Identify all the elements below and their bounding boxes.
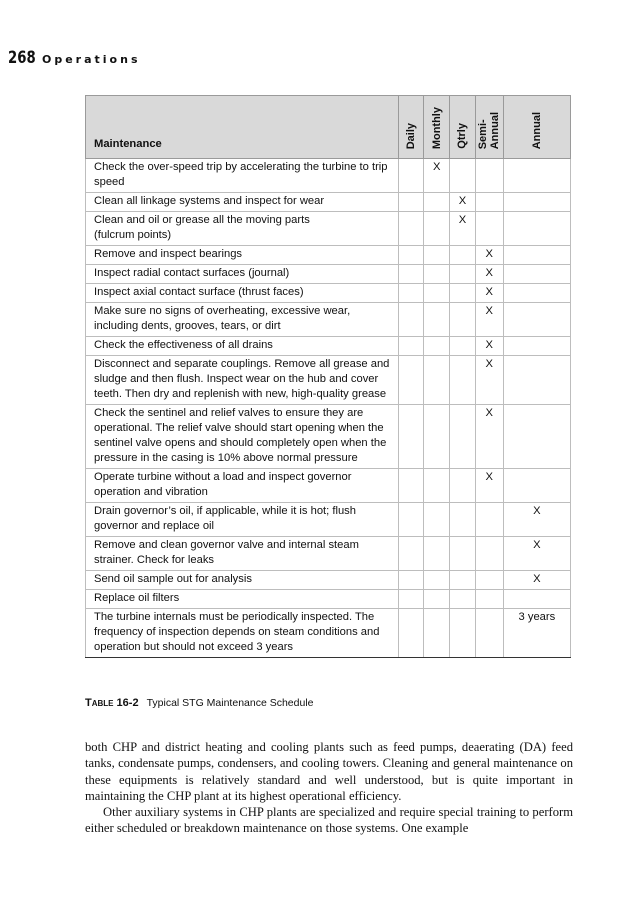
semi-mark-cell — [475, 212, 503, 246]
qtrly-mark-cell — [450, 503, 476, 537]
maintenance-schedule-table — [85, 95, 571, 658]
column-header-qtrly — [450, 96, 476, 159]
monthly-mark-cell — [424, 212, 450, 246]
running-header — [8, 48, 141, 72]
daily-mark-cell — [398, 212, 424, 246]
monthly-mark-cell — [424, 337, 450, 356]
monthly-mark-cell — [424, 405, 450, 469]
annual-mark-cell — [503, 212, 570, 246]
daily-mark-cell — [398, 284, 424, 303]
monthly-mark-cell — [424, 609, 450, 658]
table-row — [86, 590, 571, 609]
qtrly-mark-cell — [450, 303, 476, 337]
table-row — [86, 537, 571, 571]
semi-mark-cell — [475, 193, 503, 212]
annual-mark-cell — [503, 337, 570, 356]
table-row — [86, 356, 571, 405]
monthly-mark-cell — [424, 590, 450, 609]
caption-text: Typical STG Maintenance Schedule — [146, 697, 314, 709]
task-cell: Replace oil filters — [86, 590, 399, 609]
annual-mark-cell: X — [503, 503, 570, 537]
qtrly-mark-cell — [450, 265, 476, 284]
annual-mark-cell: 3 years — [503, 609, 570, 658]
qtrly-mark-cell — [450, 469, 476, 503]
table-row — [86, 303, 571, 337]
daily-mark-cell — [398, 469, 424, 503]
monthly-mark-cell — [424, 303, 450, 337]
column-header-maintenance: Maintenance — [86, 96, 399, 159]
semi-mark-cell: X — [475, 356, 503, 405]
semi-mark-cell — [475, 159, 503, 193]
semi-mark-cell: X — [475, 284, 503, 303]
caption-label: Table 16-2 — [85, 697, 139, 709]
qtrly-mark-cell — [450, 405, 476, 469]
daily-mark-cell — [398, 246, 424, 265]
annual-mark-cell — [503, 405, 570, 469]
task-cell: Check the sentinel and relief valves to ensure they are operational. The relief valve should start opening when the sentinel valve opens and should completely open when the pressure in the casing is 10% above normal pressure — [86, 405, 399, 469]
table-caption — [85, 697, 314, 709]
task-cell: The turbine internals must be periodically inspected. The frequency of inspection depends on steam conditions and operation but should not exceed 3 years — [86, 609, 399, 658]
daily-mark-cell — [398, 193, 424, 212]
column-header-qtrly-label: Qtrly — [456, 123, 469, 149]
annual-mark-cell — [503, 469, 570, 503]
column-header-daily-label: Daily — [404, 122, 417, 149]
task-cell: Check the over-speed trip by accelerating the turbine to trip speed — [86, 159, 399, 193]
table-body — [86, 159, 571, 658]
annual-mark-cell: X — [503, 537, 570, 571]
monthly-mark-cell — [424, 193, 450, 212]
daily-mark-cell — [398, 503, 424, 537]
semi-mark-cell: X — [475, 265, 503, 284]
task-cell: Check the effectiveness of all drains — [86, 337, 399, 356]
table-row — [86, 284, 571, 303]
table-row — [86, 159, 571, 193]
daily-mark-cell — [398, 590, 424, 609]
annual-mark-cell: X — [503, 571, 570, 590]
daily-mark-cell — [398, 571, 424, 590]
monthly-mark-cell — [424, 356, 450, 405]
daily-mark-cell — [398, 405, 424, 469]
body-paragraph: Other auxiliary systems in CHP plants are specialized and require special training to perform either scheduled or breakdown maintenance on those systems. One example — [85, 805, 573, 836]
qtrly-mark-cell — [450, 356, 476, 405]
annual-mark-cell — [503, 265, 570, 284]
column-header-annual-label: Annual — [530, 111, 543, 149]
table-row — [86, 246, 571, 265]
table-row — [86, 337, 571, 356]
qtrly-mark-cell — [450, 609, 476, 658]
task-cell: Clean and oil or grease all the moving parts (fulcrum points) — [86, 212, 399, 246]
semi-mark-cell — [475, 537, 503, 571]
annual-mark-cell — [503, 356, 570, 405]
monthly-mark-cell — [424, 265, 450, 284]
annual-mark-cell — [503, 159, 570, 193]
semi-mark-cell: X — [475, 303, 503, 337]
daily-mark-cell — [398, 609, 424, 658]
qtrly-mark-cell — [450, 590, 476, 609]
qtrly-mark-cell: X — [450, 193, 476, 212]
table-row — [86, 193, 571, 212]
monthly-mark-cell — [424, 246, 450, 265]
daily-mark-cell — [398, 356, 424, 405]
daily-mark-cell — [398, 159, 424, 193]
monthly-mark-cell — [424, 537, 450, 571]
column-header-monthly-label: Monthly — [430, 106, 443, 149]
monthly-mark-cell — [424, 503, 450, 537]
table-row — [86, 265, 571, 284]
column-header-semi-annual-label: Semi- Annual — [477, 111, 502, 149]
semi-mark-cell: X — [475, 469, 503, 503]
monthly-mark-cell — [424, 284, 450, 303]
task-cell: Operate turbine without a load and inspect governor operation and vibration — [86, 469, 399, 503]
qtrly-mark-cell — [450, 571, 476, 590]
semi-mark-cell: X — [475, 246, 503, 265]
qtrly-mark-cell — [450, 337, 476, 356]
task-cell: Remove and clean governor valve and internal steam strainer. Check for leaks — [86, 537, 399, 571]
column-header-annual — [503, 96, 570, 159]
annual-mark-cell — [503, 303, 570, 337]
section-title: Operations — [42, 53, 141, 66]
semi-mark-cell: X — [475, 405, 503, 469]
table-row — [86, 609, 571, 658]
semi-mark-cell — [475, 503, 503, 537]
task-cell: Inspect radial contact surfaces (journal) — [86, 265, 399, 284]
page-number: 268 — [8, 48, 36, 68]
table-header-row — [86, 96, 571, 159]
monthly-mark-cell — [424, 469, 450, 503]
qtrly-mark-cell — [450, 159, 476, 193]
semi-mark-cell — [475, 590, 503, 609]
task-cell: Drain governor’s oil, if applicable, while it is hot; flush governor and replace oil — [86, 503, 399, 537]
monthly-mark-cell — [424, 571, 450, 590]
qtrly-mark-cell — [450, 246, 476, 265]
task-cell: Clean all linkage systems and inspect for wear — [86, 193, 399, 212]
monthly-mark-cell: X — [424, 159, 450, 193]
qtrly-mark-cell — [450, 537, 476, 571]
semi-mark-cell: X — [475, 337, 503, 356]
annual-mark-cell — [503, 246, 570, 265]
task-cell: Inspect axial contact surface (thrust faces) — [86, 284, 399, 303]
qtrly-mark-cell — [450, 284, 476, 303]
annual-mark-cell — [503, 193, 570, 212]
semi-mark-cell — [475, 571, 503, 590]
daily-mark-cell — [398, 303, 424, 337]
column-header-daily — [398, 96, 424, 159]
annual-mark-cell — [503, 590, 570, 609]
qtrly-mark-cell: X — [450, 212, 476, 246]
table-row — [86, 503, 571, 537]
semi-mark-cell — [475, 609, 503, 658]
daily-mark-cell — [398, 265, 424, 284]
table-row — [86, 212, 571, 246]
task-cell: Send oil sample out for analysis — [86, 571, 399, 590]
body-paragraph: both CHP and district heating and cooling plants such as feed pumps, deaerating (DA) feed tanks, condensate pumps, condensers, and cooling towers. Cleaning and general maintenance on these equipments is relatively standard and well understood, but is quite important in maintaining the CHP plant at its highest operational efficiency. — [85, 740, 573, 803]
column-header-monthly — [424, 96, 450, 159]
daily-mark-cell — [398, 337, 424, 356]
table-row — [86, 571, 571, 590]
task-cell: Disconnect and separate couplings. Remove all grease and sludge and then flush. Inspect wear on the hub and cover teeth. Then dry and replenish with new, high-quality grease — [86, 356, 399, 405]
task-cell: Make sure no signs of overheating, excessive wear, including dents, grooves, tears, or dirt — [86, 303, 399, 337]
table-row — [86, 469, 571, 503]
daily-mark-cell — [398, 537, 424, 571]
table-row — [86, 405, 571, 469]
task-cell: Remove and inspect bearings — [86, 246, 399, 265]
body-text — [85, 739, 573, 837]
annual-mark-cell — [503, 284, 570, 303]
column-header-semi-annual — [475, 96, 503, 159]
